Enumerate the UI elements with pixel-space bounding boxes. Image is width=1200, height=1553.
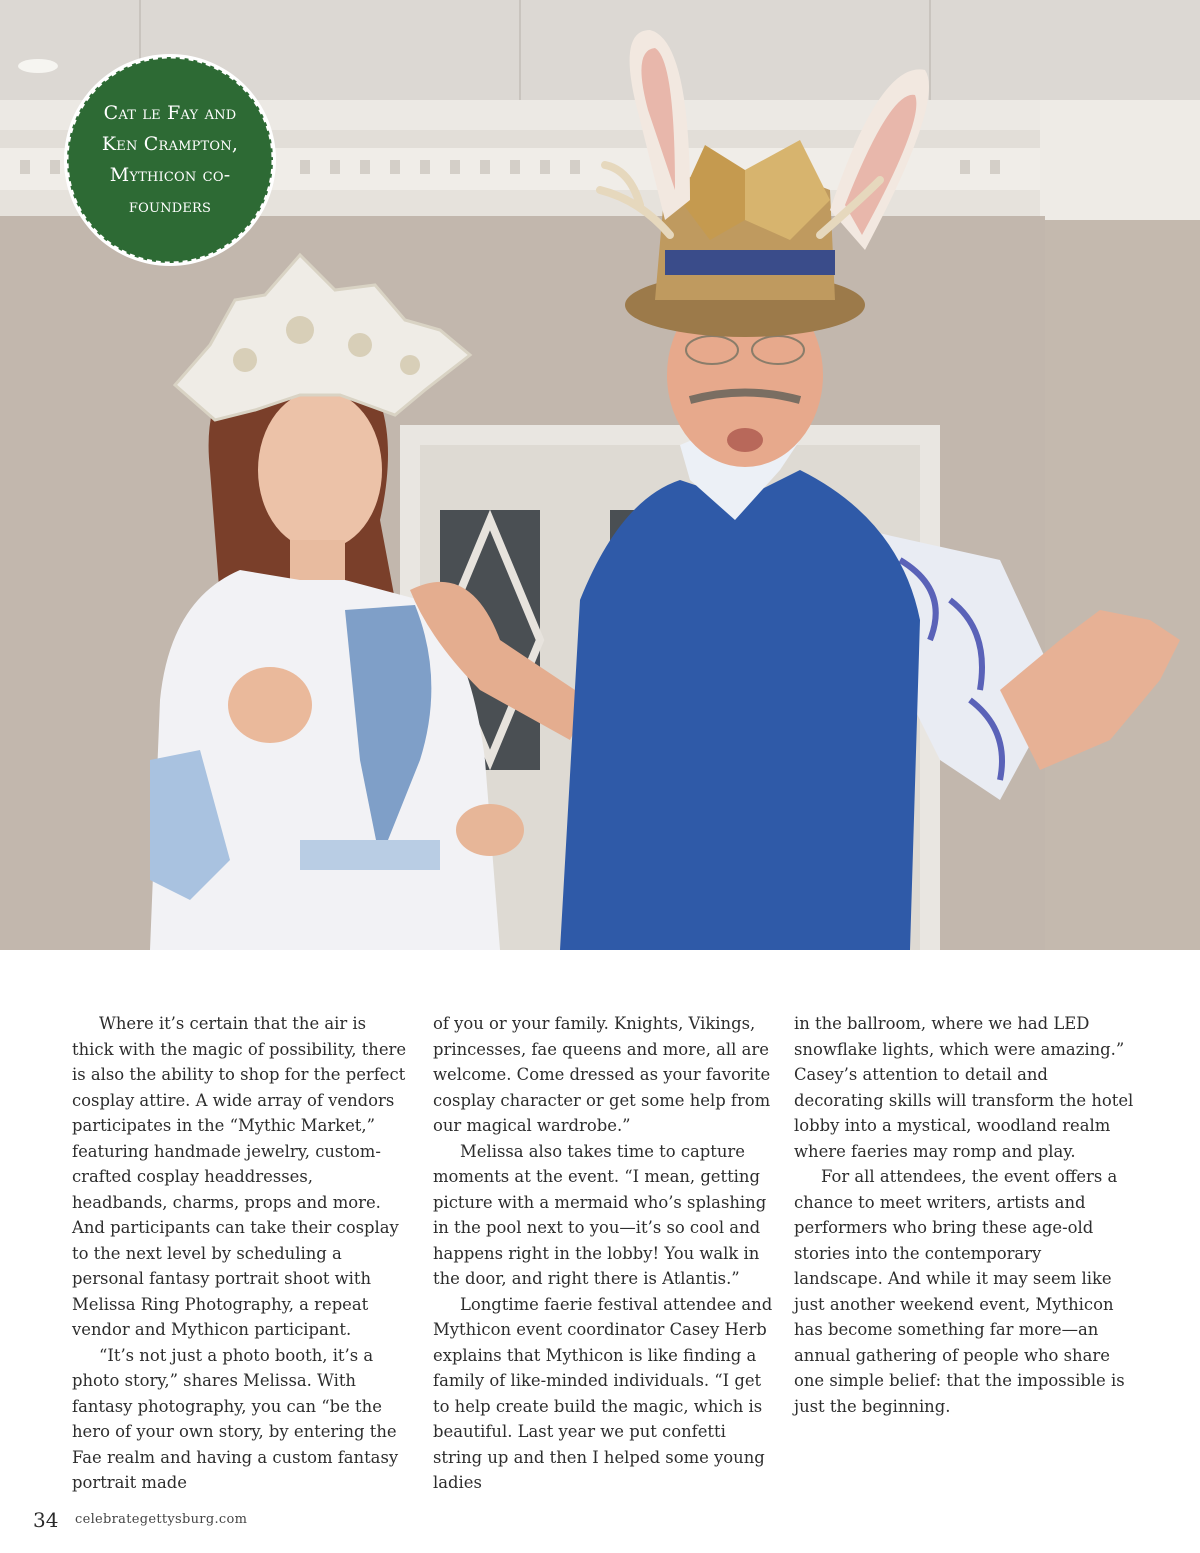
website-url: celebrategettysburg.com <box>75 1512 248 1527</box>
paragraph: in the ballroom, where we had LED snowflake lights, which were amazing.” Casey’s attention to detail and decorating skills will transform the hotel lobby into a mystical, woodland realm where faeries may romp and play. <box>794 1014 1134 1161</box>
article-column-1 <box>72 1011 412 1496</box>
article-column-2 <box>433 1011 773 1496</box>
paragraph: Where it’s certain that the air is thick with the magic of possibility, there is also the ability to shop for the perfect cosplay attire. A wide array of vendors participates in the “Mythic Market,” featuring handmade jewelry, custom-crafted cosplay headdresses, headbands, charms, props and more. And participants can take their cosplay to the next level by scheduling a personal fantasy portrait shoot with Melissa Ring Photography, a repeat vendor and Mythicon participant. <box>72 1014 407 1339</box>
paragraph: of you or your family. Knights, Vikings, princesses, fae queens and more, all are welcome. Come dressed as your favorite cosplay character or get some help from our magical wardrobe.” <box>433 1014 771 1135</box>
article-column-3 <box>794 1011 1134 1419</box>
paragraph: Melissa also takes time to capture moments at the event. “I mean, getting picture with a mermaid who’s splashing in the pool next to you—it’s so cool and happens right in the lobby! You walk in the door, and right there is Atlantis.” <box>433 1141 767 1288</box>
caption-badge <box>62 52 278 268</box>
paragraph: For all attendees, the event offers a chance to meet writers, artists and performers who bring these age-old stories into the contemporary landscape. And while it may seem like just another weekend event, Mythicon has become something far more—an annual gathering of people who share one simple belief: that the impossible is just the beginning. <box>794 1167 1125 1416</box>
paragraph: Longtime faerie festival attendee and Mythicon event coordinator Casey Herb explains that Mythicon is like finding a family of like-minded individuals. “I get to help create build the magic, which is beautiful. Last year we put confetti string up and then I helped some young ladies <box>433 1294 773 1492</box>
badge-caption: Cat le Fay and Ken Crampton, Mythicon co-founders <box>101 102 239 217</box>
paragraph: “It’s not just a photo booth, it’s a photo story,” shares Melissa. With fantasy photography, you can “be the hero of your own story, by entering the Fae realm and having a custom fantasy portrait made <box>72 1345 399 1492</box>
page-number: 34 <box>33 1508 59 1532</box>
